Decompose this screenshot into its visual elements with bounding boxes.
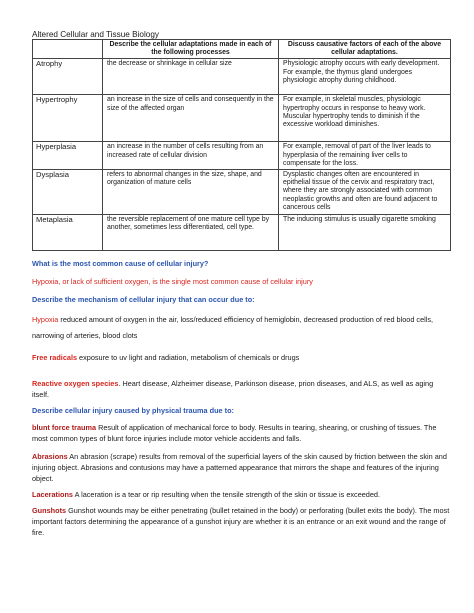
text-lacerations: A laceration is a tear or rip resulting when the tensile strength of the skin or tissue is exceeded.: [72, 490, 381, 499]
term-cell: Hyperplasia: [33, 142, 103, 170]
term-cell: Atrophy: [33, 59, 103, 95]
description-cell: an increase in the size of cells and consequently in the size of the affected organ: [103, 95, 279, 142]
header-cell-causes: Discuss causative factors of each of the above cellular adaptations.: [279, 40, 451, 59]
text-hypoxia: reduced amount of oxygen in the air, loss/reduced efficiency of hemiglobin, decreased production of red blood cells, narrowing of arteries, blood clots: [32, 315, 434, 340]
text-abrasions: An abrasion (scrape) results from removal of the superficial layers of the skin caused by friction between the skin and injuring object. Abrasions and contusions may have a patterned appearance that mirrors the shape and features of the injuring object.: [32, 452, 447, 483]
causes-cell: For example, removal of part of the liver leads to hyperplasia of the remaining liver cells to compensate for the loss.: [279, 142, 451, 170]
table-row: [33, 95, 451, 142]
causes-cell: Physiologic atrophy occurs with early development. For example, the thymus gland undergoes physiologic atrophy during childhood.: [279, 59, 451, 95]
paragraph-blunt-force: [32, 422, 450, 444]
label-reactive-oxygen: Reactive oxygen species: [32, 379, 119, 388]
header-cell-empty: [33, 40, 103, 59]
table-row: [33, 59, 451, 95]
table-row: [33, 142, 451, 170]
question-physical-trauma: Describe cellular injury caused by physical trauma due to:: [32, 406, 234, 415]
description-cell: the decrease or shrinkage in cellular size: [103, 59, 279, 95]
table-row: [33, 215, 451, 251]
causes-cell: Dysplastic changes often are encountered in epithelial tissue of the cervix and respiratory tract, where they are strongly associated with common neoplastic growths and often are found adjacent to cancerous cells: [279, 170, 451, 215]
header-cell-adaptations: Describe the cellular adaptations made in each of the following processes: [103, 40, 279, 59]
paragraph-abrasions: [32, 451, 450, 484]
adaptations-table: [32, 39, 451, 251]
label-hypoxia: Hypoxia: [32, 315, 59, 324]
text-reactive-oxygen: . Heart disease, Alzheimer disease, Parkinson disease, prion diseases, and ALS, as well as aging itself.: [32, 379, 434, 399]
paragraph-reactive-oxygen: [32, 378, 450, 400]
paragraph-gunshots: [32, 505, 450, 538]
text-gunshots: Gunshot wounds may be either penetrating (bullet retained in the body) or perforating (bullet exits the body). The most important factors determining the appearance of a gunshot injury are whether it is an entrance or an exit wound and the range of fire.: [32, 506, 450, 537]
paragraph-lacerations: [32, 489, 450, 500]
paragraph-free-radicals: [32, 352, 450, 363]
text-blunt-force: Result of application of mechanical force to body. Results in tearing, shearing, or crushing of tissues. The most common types of blunt force injuries include motor vehicle accidents and falls.: [32, 423, 437, 443]
term-cell: Metaplasia: [33, 215, 103, 251]
label-free-radicals: Free radicals: [32, 353, 78, 362]
causes-cell: The inducing stimulus is usually cigarette smoking: [279, 215, 451, 251]
term-cell: Dysplasia: [33, 170, 103, 215]
description-cell: the reversible replacement of one mature cell type by another, sometimes less differentiated, cell type.: [103, 215, 279, 251]
text-free-radicals: exposure to uv light and radiation, metabolism of chemicals or drugs: [77, 353, 300, 362]
label-lacerations: Lacerations: [32, 490, 73, 499]
question-common-cause: What is the most common cause of cellular injury?: [32, 259, 209, 268]
label-blunt-force: blunt force trauma: [32, 423, 97, 432]
causes-cell: For example, in skeletal muscles, physiologic hypertrophy occurs in response to heavy work. Muscular hypertrophy tends to diminish if the excessive workload diminishes.: [279, 95, 451, 142]
question-mechanism: Describe the mechanism of cellular injury that can occur due to:: [32, 295, 255, 304]
label-abrasions: Abrasions: [32, 452, 68, 461]
table-header-row: [33, 40, 451, 59]
label-gunshots: Gunshots: [32, 506, 67, 515]
term-cell: Hypertrophy: [33, 95, 103, 142]
description-cell: an increase in the number of cells resulting from an increased rate of cellular division: [103, 142, 279, 170]
table-row: [33, 170, 451, 215]
paragraph-hypoxia: [32, 312, 450, 344]
description-cell: refers to abnormal changes in the size, shape, and organization of mature cells: [103, 170, 279, 215]
document-title: Altered Cellular and Tissue Biology: [32, 30, 159, 39]
answer-common-cause: Hypoxia, or lack of sufficient oxygen, is the single most common cause of cellular injury: [32, 277, 313, 286]
